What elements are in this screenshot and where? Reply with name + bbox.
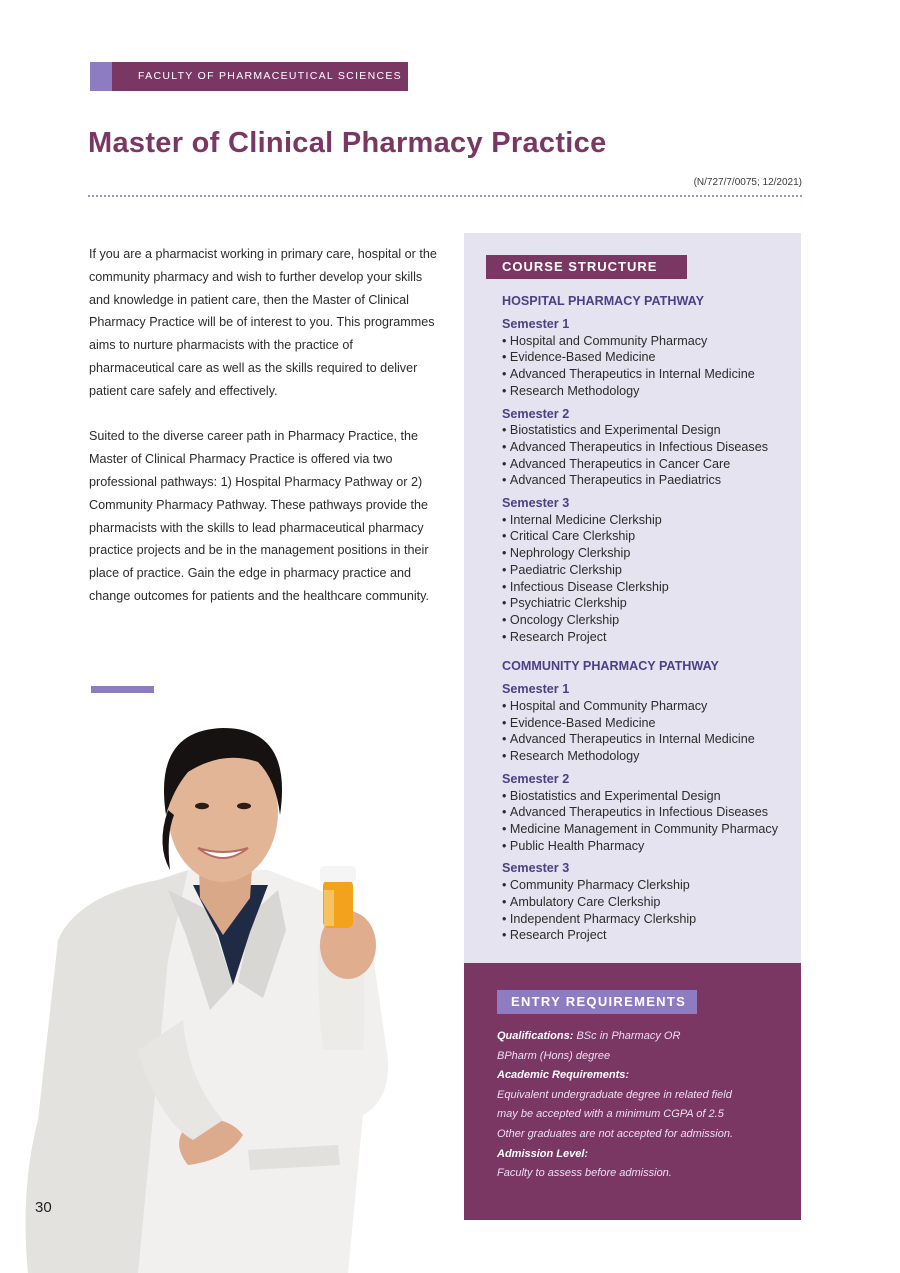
module-item: • Research Methodology — [502, 383, 797, 400]
course-structure-list — [502, 289, 797, 944]
module-item: • Psychiatric Clerkship — [502, 595, 797, 612]
pathway-title-hospital: HOSPITAL PHARMACY PATHWAY — [502, 294, 704, 308]
faculty-banner-accent — [90, 62, 112, 91]
course-structure-heading: COURSE STRUCTURE — [486, 255, 687, 279]
module-item: • Internal Medicine Clerkship — [502, 512, 797, 529]
semester-title: Semester 2 — [502, 771, 570, 786]
module-item: • Advanced Therapeutics in Internal Medicine — [502, 366, 797, 383]
programme-reference-code: (N/727/7/0075; 12/2021) — [693, 177, 802, 188]
intro-text — [89, 243, 441, 608]
module-item: • Paediatric Clerkship — [502, 562, 797, 579]
module-item: • Advanced Therapeutics in Infectious Diseases — [502, 804, 797, 821]
semester-title: Semester 2 — [502, 406, 570, 421]
pharmacist-photo — [18, 720, 438, 1273]
intro-paragraph-2: Suited to the diverse career path in Pharmacy Practice, the Master of Clinical Pharmacy Practice is offered via two professional pathways: 1) Hospital Pharmacy Pathway or 2) Community Pharmacy Pathway. These pathways provide the pharmacists with the skills to lead pharmaceutical pharmacy practice projects and be in the management positions in their place of practice. Gain the edge in pharmacy practice and change outcomes for patients and the healthcare community. — [89, 429, 429, 603]
entry-requirements-heading: ENTRY REQUIREMENTS — [497, 990, 697, 1014]
module-item: • Infectious Disease Clerkship — [502, 579, 797, 596]
qualifications-label: Qualifications: — [497, 1030, 574, 1042]
module-item: • Evidence-Based Medicine — [502, 349, 797, 366]
module-item: • Critical Care Clerkship — [502, 528, 797, 545]
module-item: • Nephrology Clerkship — [502, 545, 797, 562]
pathway-title-community: COMMUNITY PHARMACY PATHWAY — [502, 659, 719, 674]
module-item: • Research Project — [502, 927, 797, 944]
module-item: • Research Project — [502, 629, 797, 646]
module-item: • Ambulatory Care Clerkship — [502, 894, 797, 911]
academic-requirements-line-1: Equivalent undergraduate degree in related field — [497, 1088, 732, 1101]
semester-title: Semester 1 — [502, 682, 570, 697]
page-title: Master of Clinical Pharmacy Practice — [88, 127, 607, 159]
module-item: • Community Pharmacy Clerkship — [502, 877, 797, 894]
semester-title: Semester 3 — [502, 861, 570, 876]
module-item: • Biostatistics and Experimental Design — [502, 422, 797, 439]
semester-title: Semester 3 — [502, 496, 570, 511]
module-item: • Hospital and Community Pharmacy — [502, 698, 797, 715]
module-item: • Research Methodology — [502, 748, 797, 765]
module-item: • Medicine Management in Community Pharmacy — [502, 821, 797, 838]
module-item: • Biostatistics and Experimental Design — [502, 788, 797, 805]
admission-level-text: Faculty to assess before admission. — [497, 1167, 672, 1180]
entry-requirements-panel — [464, 963, 801, 1220]
module-item: • Hospital and Community Pharmacy — [502, 333, 797, 350]
module-item: • Advanced Therapeutics in Internal Medicine — [502, 731, 797, 748]
entry-requirements-text — [497, 1027, 787, 1184]
academic-requirements-line-3: Other graduates are not accepted for admission. — [497, 1127, 734, 1140]
module-item: • Advanced Therapeutics in Infectious Diseases — [502, 439, 797, 456]
course-structure-panel — [464, 233, 801, 965]
qualifications-line-2: BPharm (Hons) degree — [497, 1049, 611, 1062]
module-item: • Oncology Clerkship — [502, 612, 797, 629]
admission-level-label: Admission Level: — [497, 1147, 589, 1160]
accent-rule — [91, 686, 154, 693]
faculty-label: FACULTY OF PHARMACEUTICAL SCIENCES — [138, 70, 402, 82]
module-item: • Advanced Therapeutics in Cancer Care — [502, 456, 797, 473]
module-item: • Evidence-Based Medicine — [502, 715, 797, 732]
dotted-divider — [88, 195, 802, 197]
intro-paragraph-1: If you are a pharmacist working in primary care, hospital or the community pharmacy and wish to further develop your skills and knowledge in patient care, then the Master of Clinical Pharmacy Practice will be of interest to you. This programmes aims to nurture pharmacists with the practice of pharmaceutical care as well as the skills required to deliver patient care safely and effectively. — [89, 247, 437, 398]
module-item: • Independent Pharmacy Clerkship — [502, 911, 797, 928]
academic-requirements-label: Academic Requirements: — [497, 1069, 630, 1082]
qualifications-line-1 — [497, 1027, 787, 1047]
module-item: • Advanced Therapeutics in Paediatrics — [502, 472, 797, 489]
module-item: • Public Health Pharmacy — [502, 838, 797, 855]
faculty-banner — [90, 62, 408, 91]
page-number: 30 — [35, 1199, 52, 1216]
qualifications-text: BSc in Pharmacy OR — [576, 1030, 681, 1042]
semester-title: Semester 1 — [502, 317, 570, 331]
academic-requirements-line-2: may be accepted with a minimum CGPA of 2.5 — [497, 1108, 724, 1121]
